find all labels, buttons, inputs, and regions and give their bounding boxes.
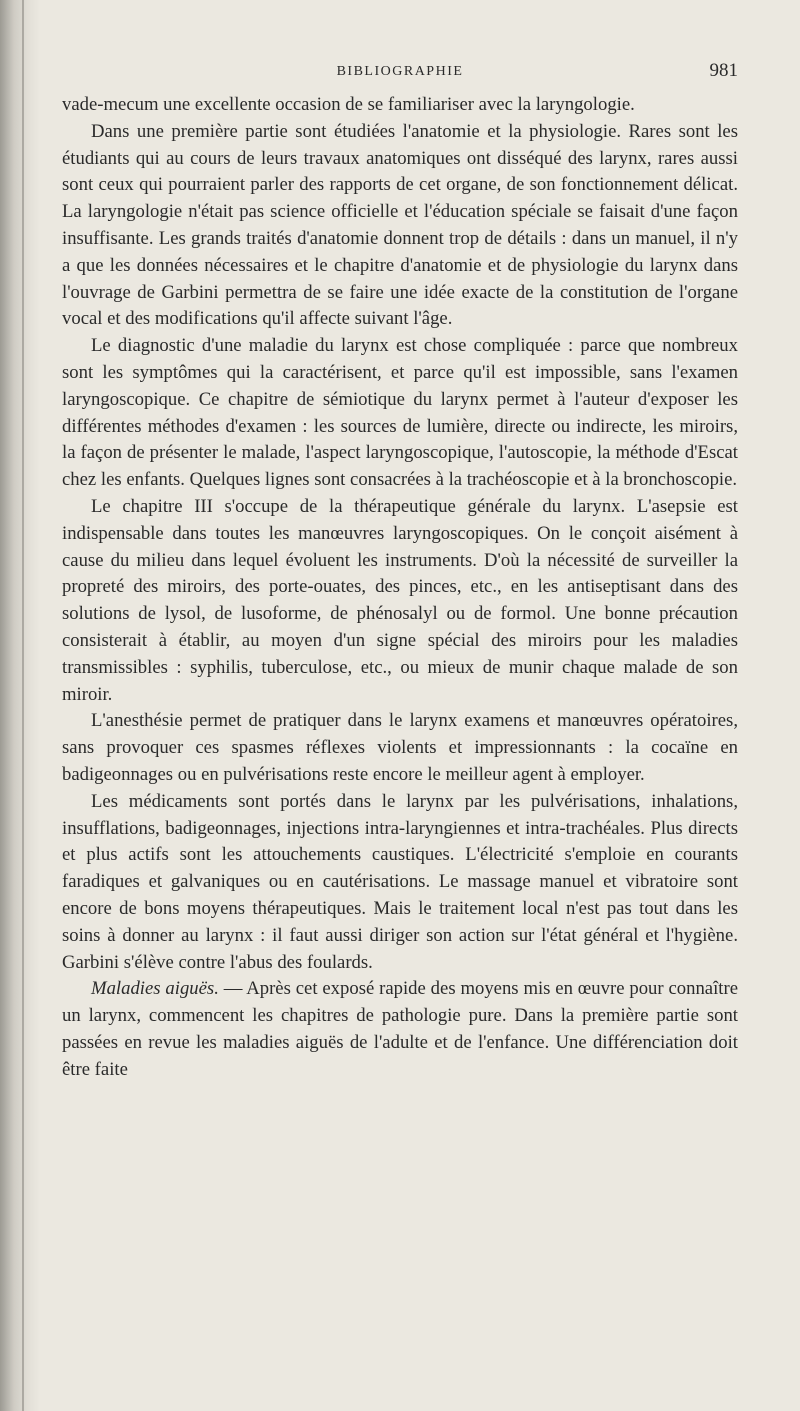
- paragraph-text: — Après cet exposé rapide des moyens mis en œuvre pour connaître un larynx, commencent les chapitres de pathologie pure. Dans la première partie sont passées en revue les maladies aiguës de l'adulte et de l'enfance. Une différenciation doit être faite: [62, 978, 738, 1080]
- running-title: BIBLIOGRAPHIE: [336, 64, 464, 79]
- paragraph-text: L'anesthésie permet de pratiquer dans le larynx examens et manœuvres opératoires, sans provoquer ces spasmes réflexes violents et impressionnants : la cocaïne en badigeonnages ou en pulvérisations reste encore le meilleur agent à employer.: [62, 710, 738, 785]
- paragraph-text: Les médicaments sont portés dans le larynx par les pulvérisations, inhalations, insufflations, badigeonnages, injections intra-laryngiennes et intra-trachéales. Plus directs et plus actifs sont les attouchements caustiques. L'électricité s'emploie en courants faradiques et galvaniques ou en cautérisations. Le massage manuel et vibratoire sont encore de bons moyens thérapeutiques. Mais le traitement local n'est pas tout dans les soins à donner au larynx : il faut aussi diriger son action sur l'état général et l'hygiène. Garbini s'élève contre l'abus des foulards.: [62, 790, 738, 973]
- paragraph-anesthesia: [62, 708, 738, 788]
- paragraph-medications: [62, 789, 738, 977]
- paragraph-text: Dans une première partie sont étudiées l'anatomie et la physiologie. Rares sont les étudiants qui au cours de leurs travaux anatomiques ont disséqué des larynx, rares aussi sont ceux qui pourraient parler des rapports de cet organe, de son fonctionnement délicat. La laryngologie n'était pas science officielle et l'éducation spéciale se faisait d'une façon insuffisante. Les grands traités d'anatomie donnent trop de détails : dans un manuel, il n'y a que les données nécessaires et le chapitre d'anatomie et de physiologie du larynx dans l'ouvrage de Garbini permettra de se faire une idée exacte de la constitution de l'organe vocal et des modifications qu'il affecte suivant l'âge.: [62, 120, 738, 330]
- paragraph-therapeutics: [62, 494, 738, 708]
- running-head: [62, 58, 738, 92]
- paragraph-anatomy: [62, 119, 738, 333]
- paragraph-acute-diseases: [62, 976, 738, 1083]
- page-number: 981: [709, 60, 738, 81]
- paragraph-continuation: [62, 92, 738, 119]
- gutter-line: [22, 0, 24, 1411]
- book-page: [62, 58, 738, 1083]
- paragraph-text: Le chapitre III s'occupe de la thérapeutique générale du larynx. L'asepsie est indispensable dans toutes les manœuvres laryngoscopiques. On le conçoit aisément à cause du milieu dans lequel évoluent les instruments. D'où la nécessité de surveiller la propreté des miroirs, des porte-ouates, des pinces, etc., en les antiseptisant dans des solutions de lysol, de lusoforme, de phénosalyl ou de formol. Une bonne précaution consisterait à établir, au moyen d'un signe spécial des miroirs pour les maladies transmissibles : syphilis, tuberculose, etc., ou mieux de munir chaque malade de son miroir.: [62, 495, 738, 705]
- book-spine-shadow: [0, 0, 40, 1411]
- paragraph-text: vade-mecum une excellente occasion de se familiariser avec la laryngologie.: [62, 94, 635, 115]
- paragraph-text: Le diagnostic d'une maladie du larynx est chose compliquée : parce que nombreux sont les symptômes qui la caractérisent, et parce qu'il est impossible, sans l'examen laryngoscopique. Ce chapitre de sémiotique du larynx permet à l'auteur d'exposer les différentes méthodes d'examen : les sources de lumière, directe ou indirecte, les miroirs, la façon de présenter le malade, l'aspect laryngoscopique, l'autoscopie, la méthode d'Escat chez les enfants. Quelques lignes sont consacrées à la trachéoscopie et à la bronchoscopie.: [62, 335, 738, 491]
- body-text: [62, 92, 738, 1083]
- section-lead-italic: Maladies aiguës.: [91, 978, 219, 1000]
- paragraph-diagnosis: [62, 333, 738, 494]
